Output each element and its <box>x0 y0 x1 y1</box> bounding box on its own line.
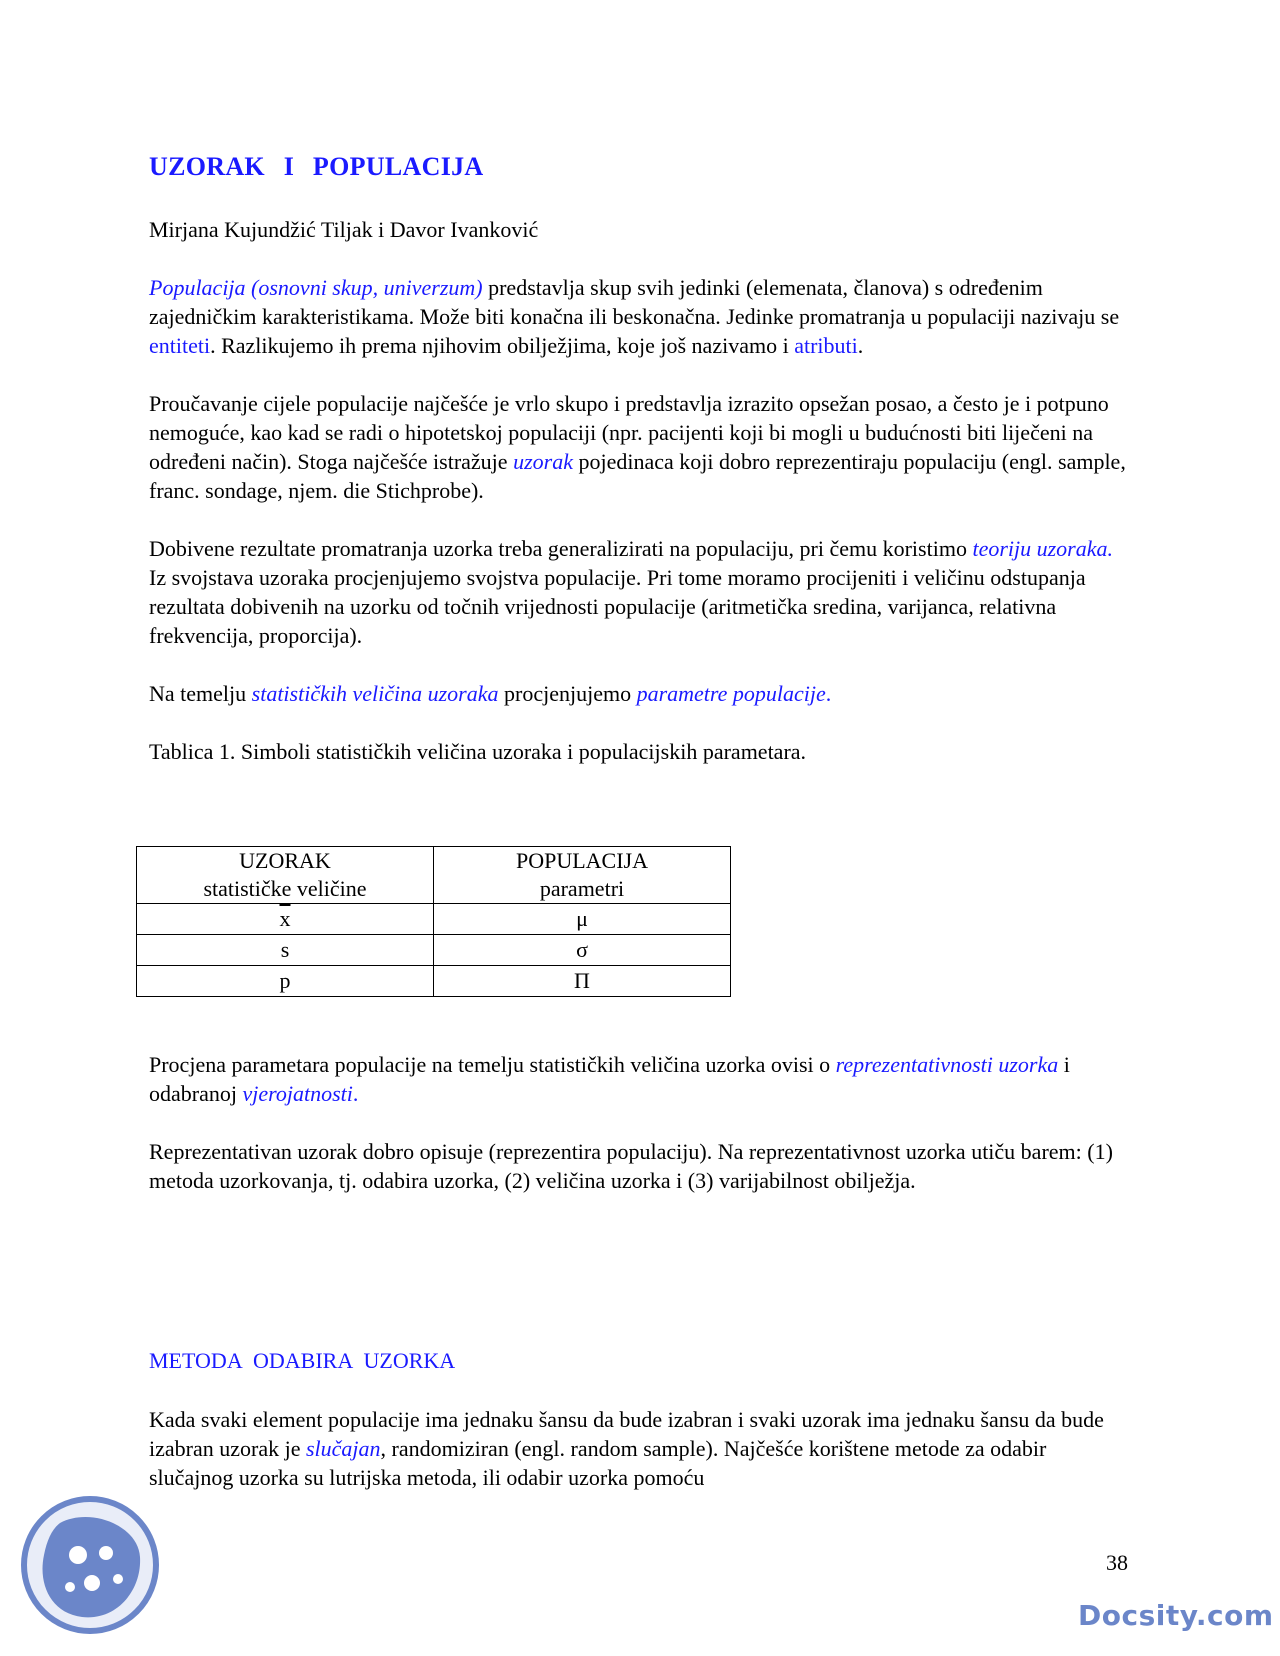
p7-text-a: Kada svaki element populacije ima jednaku šansu da bude izabran i svaki uzorak ima jednaku šansu da bude izabran uzorak je <box>149 1407 1104 1461</box>
docsity-brand[interactable]: Docsity.com <box>1078 1599 1274 1632</box>
docsity-logo-icon[interactable] <box>20 1495 160 1635</box>
p2-text-a: Proučavanje cijele populacije najčešće je vrlo skupo i predstavlja izrazito opsežan posao, a često je i potpuno nemoguće, kao kad se radi o hipotetskoj populaciji (npr. pacijenti koji bi mogli u budućnosti biti liječeni na određeni način). Stoga najčešće istražuje <box>149 391 1109 474</box>
paragraph-generalization <box>149 534 1129 650</box>
table-cell-sample: s <box>137 935 434 966</box>
p5-text-a: Procjena parametara populacije na temelju statističkih veličina uzorka ovisi o <box>149 1052 836 1077</box>
p4-text-b: procjenjujemo <box>498 681 637 706</box>
p1-text-c: . <box>857 333 864 358</box>
term-entiteti: entiteti <box>149 333 211 358</box>
table-cell-sample <box>137 904 434 935</box>
term-uzorak: uzorak <box>513 449 573 474</box>
p3-text-b: Iz svojstava uzoraka procjenjujemo svojstva populacije. Pri tome moramo procijeniti i veličinu odstupanja rezultata dobivenih na uzorku od točnih vrijednosti populacije (aritmetička sredina, varijanca, relativna frekvencija, proporcija). <box>149 565 1086 648</box>
page-number: 38 <box>1106 1550 1128 1575</box>
table-cell-sample: p <box>137 966 434 997</box>
p4-text-a: Na temelju <box>149 681 252 706</box>
section-title: METODA ODABIRA UZORKA <box>149 1348 456 1373</box>
p4-text-c: . <box>825 681 832 706</box>
table-caption: Tablica 1. Simboli statističkih veličina uzoraka i populacijskih parametara. <box>149 739 807 764</box>
table-row <box>137 904 731 935</box>
page-content-lower <box>149 1050 1129 1195</box>
table-cell-population: Π <box>434 966 731 997</box>
page-title: UZORAK I POPULACIJA <box>149 152 484 181</box>
p7-text-b: , randomiziran (engl. random sample). Najčešće korištene metode za odabir slučajnog uzorka su lutrijska metoda, ili odabir uzorka pomoću <box>149 1436 1047 1490</box>
term-populacija: Populacija (osnovni skup, univerzum) <box>149 275 483 300</box>
term-teorija-uzoraka: teoriju uzoraka. <box>972 536 1114 561</box>
header-sample <box>137 847 434 904</box>
p1-text-b: . Razlikujemo ih prema njihovim obilježjima, koje još nazivamo i <box>210 333 795 358</box>
table-header-row <box>137 847 731 904</box>
page-content <box>149 140 1129 766</box>
term-statisticke-velicine: statističkih veličina uzoraka <box>251 681 499 706</box>
table-row <box>137 935 731 966</box>
header-sample-line2: statističke veličine <box>203 876 367 901</box>
authors-line: Mirjana Kujundžić Tiljak i Davor Ivanković <box>149 217 539 242</box>
p1-text-a: predstavlja skup svih jedinki (elemenata, članova) s određenim zajedničkim karakteristikama. Može biti konačna ili beskonačna. Jedinke promatranja u populaciji nazivaju se <box>149 275 1120 329</box>
term-parametri-populacije: parametre populacije <box>636 681 826 706</box>
header-population-line1: POPULACIJA <box>515 848 649 873</box>
table-row <box>137 966 731 997</box>
paragraph-representativeness <box>149 1050 1129 1108</box>
paragraph-random-sample <box>149 1405 1129 1492</box>
p5-text-c: . <box>352 1081 359 1106</box>
term-reprezentativnost: reprezentativnosti uzorka <box>835 1052 1059 1077</box>
paragraph-population <box>149 273 1129 360</box>
header-population-line2: parametri <box>539 876 625 901</box>
header-sample-line1: UZORAK <box>239 848 331 873</box>
term-slucajan: slučajan <box>305 1436 381 1461</box>
symbol-x-bar: $\overline{x}$ <box>279 906 291 931</box>
symbols-table <box>136 846 731 997</box>
term-atributi: atributi <box>794 333 858 358</box>
p2-text-b: pojedinaca koji dobro reprezentiraju populaciju (engl. sample, franc. sondage, njem. die Stichprobe). <box>149 449 1126 503</box>
p3-text-a: Dobivene rezultate promatranja uzorka treba generalizirati na populaciju, pri čemu koristimo <box>149 536 973 561</box>
paragraph-estimation <box>149 679 1129 708</box>
paragraph-representative-sample: Reprezentativan uzorak dobro opisuje (reprezentira populaciju). Na reprezentativnost uzorka utiču barem: (1) metoda uzorkovanja, tj. odabira uzorka, (2) veličina uzorka i (3) varijabilnost obilježja. <box>149 1139 1113 1193</box>
table-cell-population: σ <box>434 935 731 966</box>
paragraph-study <box>149 389 1129 505</box>
table-cell-population: μ <box>434 904 731 935</box>
term-vjerojatnost: vjerojatnosti <box>242 1081 353 1106</box>
p5-text-b: i odabranoj <box>149 1052 1070 1106</box>
header-population <box>434 847 731 904</box>
